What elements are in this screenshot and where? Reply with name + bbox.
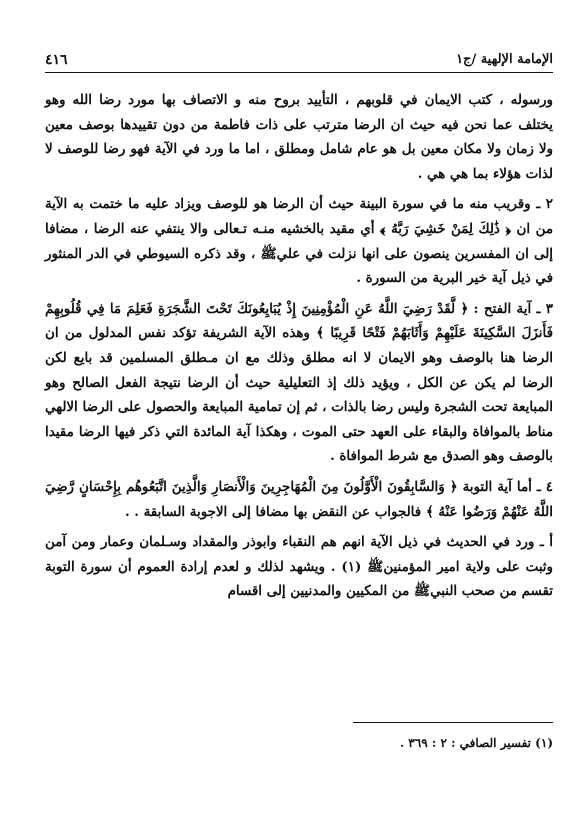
page-header [45, 44, 553, 72]
header-rule [45, 72, 553, 73]
page-body [45, 88, 553, 604]
paragraph-point-3: ٣ ـ آية الفتح : ﴿ لَّقَدْ رَضِيَ اللَّهُ عَنِ الْمُؤْمِنِينَ إِذْ يُبَايِعُونَكَ تَحْتَ الشَّجَرَةِ فَعَلِمَ مَا فِي قُلُوبِهِمْ فَأَنزَلَ السَّكِينَةَ عَلَيْهِمْ وَأَثَابَهُمْ فَتْحًا قَرِيبًا ﴾ وهذه الآية الشريفة تؤكد نفس المدلول من ان الرضا هنا بالوصف وهو الايمان لا انه مطلق وذلك مع ان مـطلق المسلمين قد بايع لكن الرضا لم يكن عن الكل ، ويؤيد ذلك إذ التعليلية حيث أن الرضا نتيجة الفعل الصالح وهو المبايعة تحت الشجرة وليس رضا بالذات ، ثم إن تمامية المبايعة والحصول على الرضا الالهي مناط بالموافاة والبقاء على العهد حتى الموت ، وهكذا آية المائدة التي ذكر فيها الرضا مقيدا بالوصف وهو الصدق مع شرط الموافاة . [45, 300, 553, 465]
footnote-rule [353, 722, 553, 723]
paragraph-point-a: أ ـ ورد في الحديث في ذيل الآية انهم هم النقباء وابوذر والمقداد وسـلمان وعمار ومن آمن وثبت على ولاية امير المؤمنينﷺ (١) . ويشهد لذلك و لعدم إرادة العموم أن سورة التوبة تقسم من صحب النبيﷺ من المكيين والمدنيين إلى اقسام [45, 534, 553, 600]
paragraph-point-4: ٤ ـ أما آية التوبة ﴿ وَالسَّابِقُونَ الْأَوَّلُونَ مِنَ الْمُهَاجِرِينَ وَالْأَنصَارِ وَالَّذِينَ اتَّبَعُوهُم بِإِحْسَانٍ رَّضِيَ اللَّهُ عَنْهُمْ وَرَضُوا عَنْهُ ﴾ فالجواب عن النقض بها مضافا إلى الاجوبة السابقة . . [45, 478, 553, 520]
running-title: الإمامة الإلهية /ج١ [456, 52, 553, 67]
paragraph-point-2: ٢ ـ وقريب منه ما في سورة البينة حيث أن الرضا هو للوصف ويزاد عليه ما ختمت به الآية من ان ﴿ ذَٰلِكَ لِمَنْ خَشِيَ رَبَّهُ ﴾ أي مقيد بالخشيه منـه تـعالى والا ينتفي عنه الرضا ، مضافا إلى ان المفسرين ينصون على انها نزلت في عليﷺ ، وقد ذكره السيوطي في الدر المنثور في ذيل آية خير البرية من السورة . [45, 196, 553, 287]
footnote: (١) تفسير الصافي : ٢ : ٣٦٩ . [399, 736, 553, 750]
paragraph-continuation: ورسوله ، كتب الايمان في قلوبهم ، التأييد بروح منه و الاتصاف بها مورد رضا الله وهو يختلف عما نحن فيه حيث ان الرضا مترتب على ذات فاطمة من دون تقييدها بوصف معين ولا زمان ولا مكان معين بل هو عام شامل ومطلق ، اما ما ورد في الآية فهو رضا للوصف لا لذات هؤلاء بما هي هي . [45, 92, 553, 182]
page-number: ٤١٦ [45, 52, 68, 68]
